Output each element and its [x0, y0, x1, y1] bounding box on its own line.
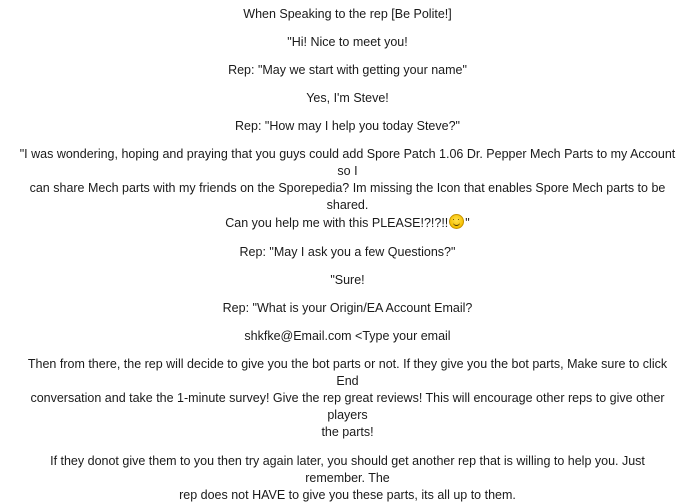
dialogue-user-request-line-2: can share Mech parts with my friends on the Sporepedia? Im missing the Icon that enables Spore Mech parts to be shared.	[29, 181, 666, 212]
spacer	[16, 22, 679, 34]
request-closing-quote: "	[465, 216, 470, 230]
dialogue-rep-help-offer: Rep: "How may I help you today Steve?"	[235, 119, 460, 133]
dialogue-rep-questions: Rep: "May I ask you a few Questions?"	[239, 245, 456, 259]
dialogue-user-email-answer: shkfke@Email.com <Type your email	[244, 329, 451, 343]
outcome-instructions-line-1: Then from there, the rep will decide to give you the bot parts or not. If they give you the bot parts, Make sure to click End	[27, 357, 668, 388]
spacer	[16, 232, 679, 244]
heading-polite-reminder: When Speaking to the rep [Be Polite!]	[243, 7, 452, 21]
outcome-instructions-line-3: the parts!	[321, 425, 374, 439]
spacer	[16, 344, 679, 356]
fallback-advice-line-2: rep does not HAVE to give you these parts, its all up to them.	[179, 488, 516, 502]
dialogue-user-request-line-3	[18, 214, 678, 232]
fallback-advice-line-1: If they donot give them to you then try again later, you should get another rep that is willing to help you. Just remember. The	[50, 454, 645, 485]
spacer	[16, 441, 679, 453]
request-plea-text: Can you help me with this PLEASE!?!?!!	[225, 216, 449, 230]
dialogue-user-name: Yes, I'm Steve!	[306, 91, 389, 105]
dialogue-user-sure: "Sure!	[330, 273, 365, 287]
dialogue-rep-name-request: Rep: "May we start with getting your name"	[228, 63, 467, 77]
spacer	[16, 134, 679, 146]
spacer	[16, 260, 679, 272]
dialogue-rep-email-question: Rep: "What is your Origin/EA Account Email?	[222, 301, 473, 315]
spacer	[16, 78, 679, 90]
spacer	[16, 106, 679, 118]
dialogue-user-request-line-1: "I was wondering, hoping and praying that you guys could add Spore Patch 1.06 Dr. Pepper Mech Parts to my Account so I	[19, 147, 676, 178]
spacer	[16, 50, 679, 62]
smiley-face-icon	[449, 214, 464, 229]
spacer	[16, 316, 679, 328]
dialogue-greeting: "Hi! Nice to meet you!	[287, 35, 408, 49]
spacer	[16, 288, 679, 300]
outcome-instructions-line-2: conversation and take the 1-minute survey! Give the rep great reviews! This will encourage other reps to give other players	[30, 391, 665, 422]
